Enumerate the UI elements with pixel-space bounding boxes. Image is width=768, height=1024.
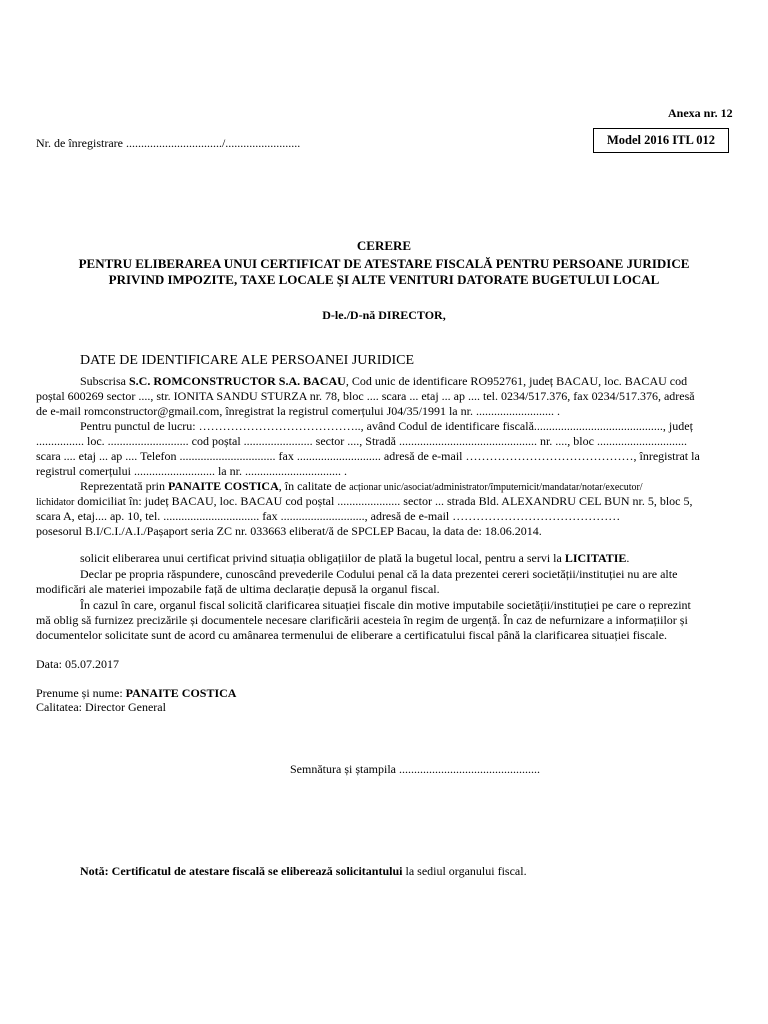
representative-line-1: Reprezentată prin PANAITE COSTICA, în calitate de acționar unic/asociat/administrator/împuternicit/mandatar/notar/executor/ [80, 479, 643, 493]
representative-line-4: posesorul B.I/C.I./A.I./Pașaport seria ZC nr. 033663 eliberat/ă de SPCLEP Bacau, la data de: 18.06.2014. [36, 524, 542, 538]
clarification-line-1: În cazul în care, organul fiscal solicită clarificarea situației fiscale din motive imputabile societății/instituției pe care o reprezint [80, 598, 691, 612]
signature-line: Semnătura și ștampila ............................................... [290, 762, 540, 776]
applicant-quality: Calitatea: Director General [36, 700, 166, 714]
workpoint-line-1: Pentru punctul de lucru: ………………………………….., având Codul de identificare fiscală..........................................., județ [80, 419, 693, 433]
form-subtitle-2: PRIVIND IMPOZITE, TAXE LOCALE ȘI ALTE VENITURI DATORATE BUGETULUI LOCAL [108, 272, 660, 287]
declaration-line-1: Declar pe propria răspundere, cunoscând prevederile Codului penal că la data prezentei cereri societății/instituției nu are alte [80, 567, 678, 581]
workpoint-line-4: registrul comerțului ........................... la nr. ................................ . [36, 464, 347, 478]
purpose-value: LICITATIE [564, 551, 627, 565]
company-line-1: Subscrisa S.C. ROMCONSTRUCTOR S.A. BACAU, Cod unic de identificare RO952761, județ BACAU, loc. BACAU cod [80, 374, 688, 388]
representative-role: acționar unic/asociat/administrator/împuternicit/mandatar/notar/executor/ [349, 482, 643, 493]
representative-line-3: scara A, etaj.... ap. 10, tel. ................................ fax ............................, adresă de e-mail …………………………………… [36, 509, 621, 523]
annex-number: Anexa nr. 12 [668, 106, 733, 120]
request-line: solicit eliberarea unui certificat privind situația obligațiilor de plată la bugetul local, pentru a servi la LICITATIE. [80, 551, 630, 565]
model-box: Model 2016 ITL 012 [593, 128, 729, 153]
workpoint-line-2: ................ loc. ........................... cod poștal ....................... sector ...., Stradă .............................................. nr. ...., bloc .............................. [36, 434, 687, 448]
addressee: D-le./D-nă DIRECTOR, [322, 308, 446, 322]
representative-name: PANAITE COSTICA [167, 479, 279, 493]
form-title: CERERE [356, 238, 412, 253]
representative-line-2: lichidator domiciliat în: județ BACAU, loc. BACAU cod poștal ..................... sector ... strada Bld. ALEXANDRU CEL BUN nr. 5, bloc 5, [36, 494, 693, 508]
note: Notă: Certificatul de atestare fiscală se eliberează solicitantului la sediul organului fiscal. [80, 864, 527, 878]
registration-number: Nr. de înregistrare ................................/......................... [36, 136, 301, 150]
applicant-name-line: Prenume și nume: PANAITE COSTICA [36, 686, 237, 700]
section-heading: DATE DE IDENTIFICARE ALE PERSOANEI JURIDICE [80, 353, 415, 368]
company-name: S.C. ROMCONSTRUCTOR S.A. BACAU [129, 374, 346, 388]
company-line-3: de e-mail romconstructor@gmail.com, înregistrat la registrul comerțului J04/35/1991 la nr. .......................... . [36, 404, 560, 418]
workpoint-line-3: scara .... etaj ... ap .... Telefon ................................ fax ............................ adresă de e-mail ……………………………………, înregistrat la [36, 449, 700, 463]
form-subtitle-1: PENTRU ELIBERAREA UNUI CERTIFICAT DE ATESTARE FISCALĂ PENTRU PERSOANE JURIDICE [78, 256, 690, 271]
clarification-line-3: documentelor solicitate sunt de acord cu amânarea termenului de eliberare a certificatului fiscal până la clarificarea situației fiscale. [36, 628, 668, 642]
applicant-name: PANAITE COSTICA [125, 686, 237, 700]
declaration-line-2: modificări ale materiei impozabile față de ultima declarație depusă la organul fiscal. [36, 582, 440, 596]
company-line-2: poștal 600269 sector ...., str. IONITA SANDU STURZA nr. 78, bloc .... scara ... etaj ... ap .... tel. 0234/517.376, fax 0234/517.376, adresă [36, 389, 695, 403]
clarification-line-2: mă oblig să furnizez precizările și documentele necesare clarificării acesteia în regim de urgență. În caz de nefurnizare a informațiilor și [36, 613, 688, 627]
request-date: Data: 05.07.2017 [36, 657, 119, 671]
